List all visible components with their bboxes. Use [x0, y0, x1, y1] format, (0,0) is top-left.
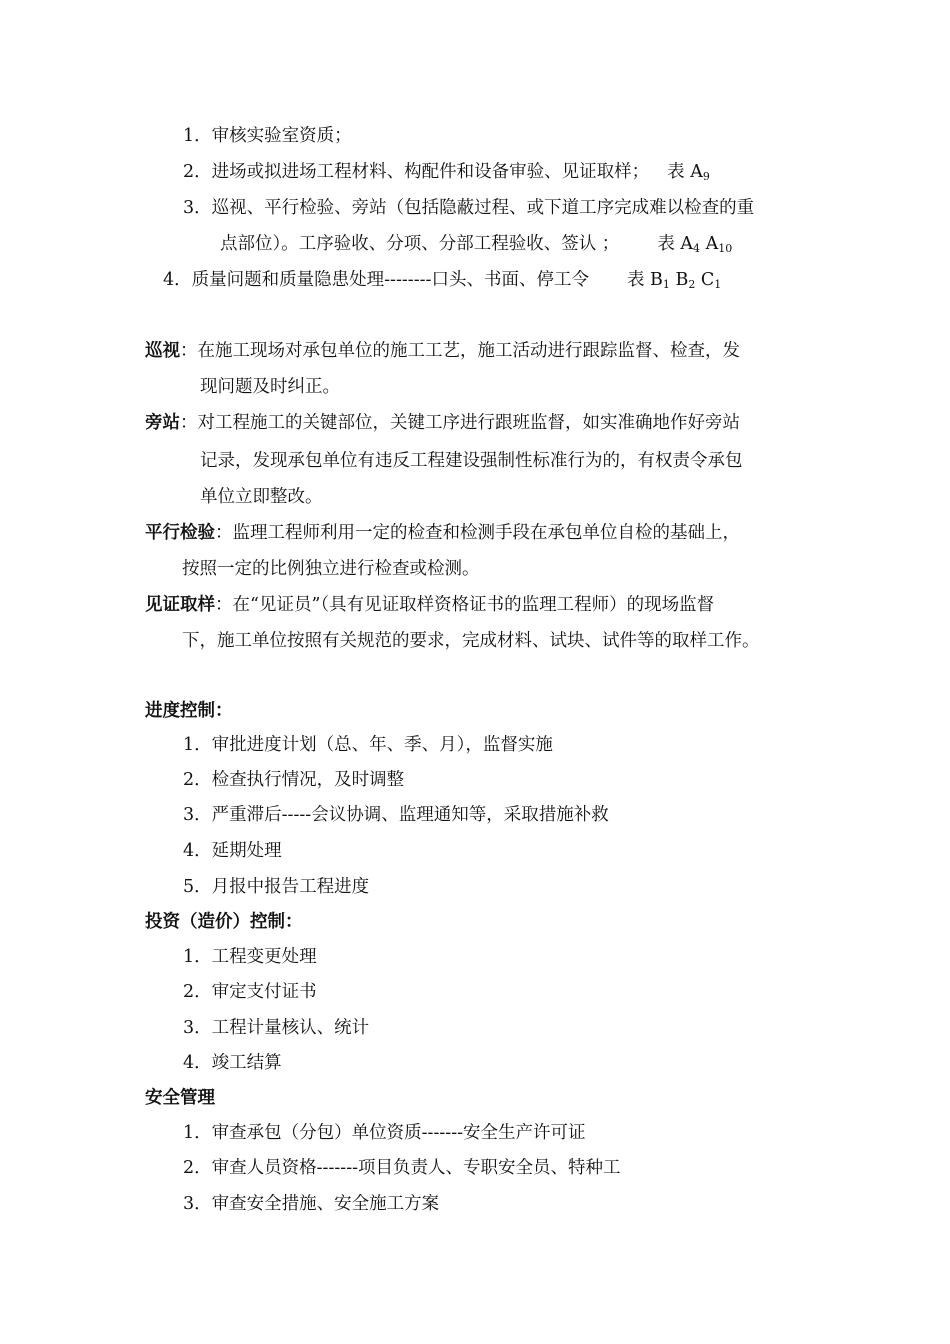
safety-heading: 安全管理 — [145, 1088, 215, 1108]
investment-item-4: 4．竣工结算 — [183, 1053, 282, 1073]
definition-text: 在施工现场对承包单位的施工工艺，施工活动进行跟踪监督、检查，发 — [197, 341, 740, 361]
item-number: 4． — [163, 270, 192, 290]
progress-item-1: 1．审批进度计划（总、年、季、月），监督实施 — [183, 735, 553, 755]
progress-item-2: 2．检查执行情况，及时调整 — [183, 770, 405, 790]
definition-term: 平行检验 — [145, 523, 215, 543]
definition-patrol-line-2 — [200, 376, 340, 398]
quality-item-1 — [183, 125, 352, 147]
form-reference: C — [695, 270, 715, 290]
form-reference: 表 A — [657, 234, 694, 254]
definition-colon: ： — [180, 341, 198, 361]
form-subscript: 1 — [662, 278, 670, 291]
form-reference: A — [700, 234, 719, 254]
investment-item-1: 1．工程变更处理 — [183, 947, 317, 967]
definition-colon: ： — [215, 523, 233, 543]
definition-text: 单位立即整改。 — [200, 487, 323, 507]
definition-witness-sampling — [145, 594, 714, 616]
investment-item-2: 2．审定支付证书 — [183, 982, 317, 1002]
definition-text: 下，施工单位按照有关规范的要求，完成材料、试块、试件等的取样工作。 — [182, 631, 760, 651]
item-text: 巡视、平行检验、旁站（包括隐蔽过程、或下道工序完成难以检查的重 — [211, 198, 755, 218]
definition-text: 记录，发现承包单位有违反工程建设强制性标准行为的，有权责令承包 — [200, 451, 743, 471]
form-reference: B — [669, 270, 689, 290]
safety-item-1: 1．审查承包（分包）单位资质-------安全生产许可证 — [183, 1123, 586, 1143]
safety-item-2: 2．审查人员资格-------项目负责人、专职安全员、特种工 — [183, 1158, 621, 1178]
quality-item-3-continuation — [220, 233, 732, 255]
definition-text: 现问题及时纠正。 — [200, 377, 340, 397]
safety-item-3: 3．审查安全措施、安全施工方案 — [183, 1194, 440, 1214]
form-subscript: 1 — [714, 278, 722, 291]
definition-parallel-inspection — [145, 522, 740, 544]
form-reference: 表 A — [667, 162, 703, 182]
investment-heading: 投资（造价）控制： — [145, 912, 303, 932]
definition-patrol — [145, 340, 740, 362]
definition-parallel-inspection-line-2 — [182, 558, 480, 580]
definition-text: 对工程施工的关键部位，关键工序进行跟班监督，如实准确地作好旁站 — [197, 413, 740, 433]
item-number: 2． — [183, 162, 212, 182]
definition-side-station-line-3 — [200, 486, 323, 508]
item-number: 1． — [183, 126, 212, 146]
quality-item-3 — [183, 197, 754, 219]
definition-text: 在“见证员”（具有见证取样资格证书的监理工程师）的现场监督 — [232, 595, 715, 615]
form-subscript: 2 — [688, 278, 696, 291]
form-subscript: 4 — [693, 242, 701, 255]
definition-term: 旁站 — [145, 413, 180, 433]
progress-item-3: 3．严重滞后-----会议协调、监理通知等，采取措施补救 — [183, 805, 609, 825]
definition-colon: ： — [215, 595, 233, 615]
quality-item-2 — [183, 161, 710, 183]
definition-text: 监理工程师利用一定的检查和检测手段在承包单位自检的基础上， — [232, 523, 740, 543]
definition-text: 按照一定的比例独立进行检查或检测。 — [182, 559, 480, 579]
definition-term: 巡视 — [145, 341, 180, 361]
definition-witness-sampling-line-2 — [182, 630, 760, 652]
item-text: 审核实验室资质； — [211, 126, 352, 146]
definition-side-station — [145, 412, 740, 434]
progress-item-4: 4．延期处理 — [183, 841, 282, 861]
definition-colon: ： — [180, 413, 198, 433]
investment-item-3: 3．工程计量核认、统计 — [183, 1018, 370, 1038]
progress-item-5: 5．月报中报告工程进度 — [183, 877, 370, 897]
form-reference: 表 B — [626, 270, 663, 290]
item-text: 质量问题和质量隐患处理--------口头、书面、停工令 — [191, 270, 589, 290]
form-subscript: 10 — [718, 242, 733, 255]
item-text: 进场或拟进场工程材料、构配件和设备审验、见证取样； — [211, 162, 650, 182]
definition-side-station-line-2 — [200, 450, 743, 472]
definition-term: 见证取样 — [145, 595, 215, 615]
item-text: 点部位）。工序验收、分项、分部工程验收、签认 ； — [220, 234, 620, 254]
form-subscript: 9 — [702, 170, 710, 183]
quality-item-4 — [163, 269, 721, 291]
item-number: 3． — [183, 198, 212, 218]
progress-heading: 进度控制： — [145, 701, 233, 721]
